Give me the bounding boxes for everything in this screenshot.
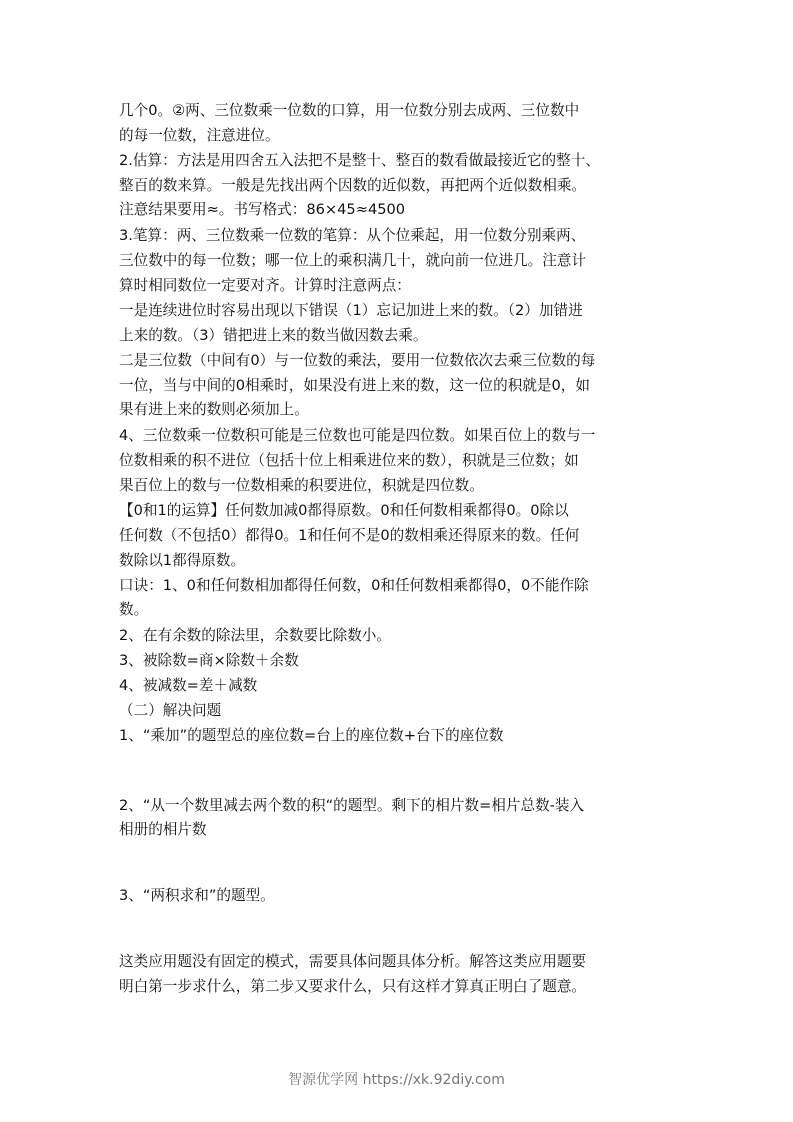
- text-line: 【0和1的运算】任何数加减0都得原数。0和任何数相乘都得0。0除以: [119, 502, 569, 519]
- text-line: 的每一位数，注意进位。: [119, 127, 280, 144]
- text-line: 数。: [119, 601, 149, 618]
- text-line: 位数相乘的积不进位（包括十位上相乘进位来的数），积就是三位数；如: [119, 452, 579, 469]
- text-line: 注意结果要用≈。书写格式：86×45≈4500: [119, 201, 406, 218]
- text-line: 算时相同数位一定要对齐。计算时注意两点：: [119, 277, 411, 294]
- text-line: 2、“从一个数里减去两个数的积“的题型。剩下的相片数=相片总数-装入: [119, 797, 585, 814]
- text-line: 2、在有余数的除法里，余数要比除数小。: [119, 627, 391, 644]
- text-line: （二）解决问题: [119, 702, 222, 719]
- text-line: 明白第一步求什么，第二步又要求什么，只有这样才算真正明白了题意。: [119, 978, 587, 995]
- text-line: 任何数（不包括0）都得0。1和任何不是0的数相乘还得原来的数。任何: [119, 527, 580, 544]
- text-line: 4、被减数=差＋减数: [119, 677, 258, 694]
- text-line: 3、被除数=商×除数＋余数: [119, 652, 299, 669]
- text-line: 上来的数。（3）错把进上来的数当做因数去乘。: [119, 327, 428, 344]
- footer-watermark: 智源优学网 https://xk.92diy.com: [288, 1072, 505, 1088]
- text-line: 数除以1都得原数。: [119, 552, 246, 569]
- text-line: 这类应用题没有固定的模式，需要具体问题具体分析。解答这类应用题要: [119, 953, 587, 970]
- text-line: 相册的相片数: [119, 821, 207, 838]
- text-line: 4、三位数乘一位数积可能是三位数也可能是四位数。如果百位上的数与一: [119, 427, 596, 444]
- text-line: 一位，当与中间的0相乘时，如果没有进上来的数，这一位的积就是0，如: [119, 377, 590, 394]
- text-line: 口诀：1、0和任何数相加都得任何数，0和任何数相乘都得0，0不能作除: [119, 577, 589, 594]
- text-line: 2.估算：方法是用四舍五入法把不是整十、整百的数看做最接近它的整十、: [119, 152, 600, 169]
- text-line: 二是三位数（中间有0）与一位数的乘法，要用一位数依次去乘三位数的每: [119, 352, 596, 369]
- text-line: 几个0。②两、三位数乘一位数的口算，用一位数分别去成两、三位数中: [119, 102, 580, 119]
- text-line: 果百位上的数与一位数相乘的积要进位，积就是四位数。: [119, 477, 484, 494]
- text-line: 3、“两积求和”的题型。: [119, 887, 275, 904]
- text-line: 果有进上来的数则必须加上。: [119, 401, 309, 418]
- text-line: 三位数中的每一位数；哪一位上的乘积满几十，就向前一位进几。注意计: [119, 252, 587, 269]
- text-line: 一是连续进位时容易出现以下错误（1）忘记加进上来的数。（2）加错进: [119, 302, 583, 319]
- text-line: 1、“乘加”的题型总的座位数=台上的座位数+台下的座位数: [119, 727, 504, 744]
- text-line: 整百的数来算。一般是先找出两个因数的近似数，再把两个近似数相乘。: [119, 177, 587, 194]
- text-line: 3.笔算：两、三位数乘一位数的笔算：从个位乘起，用一位数分别乘两、: [119, 227, 586, 244]
